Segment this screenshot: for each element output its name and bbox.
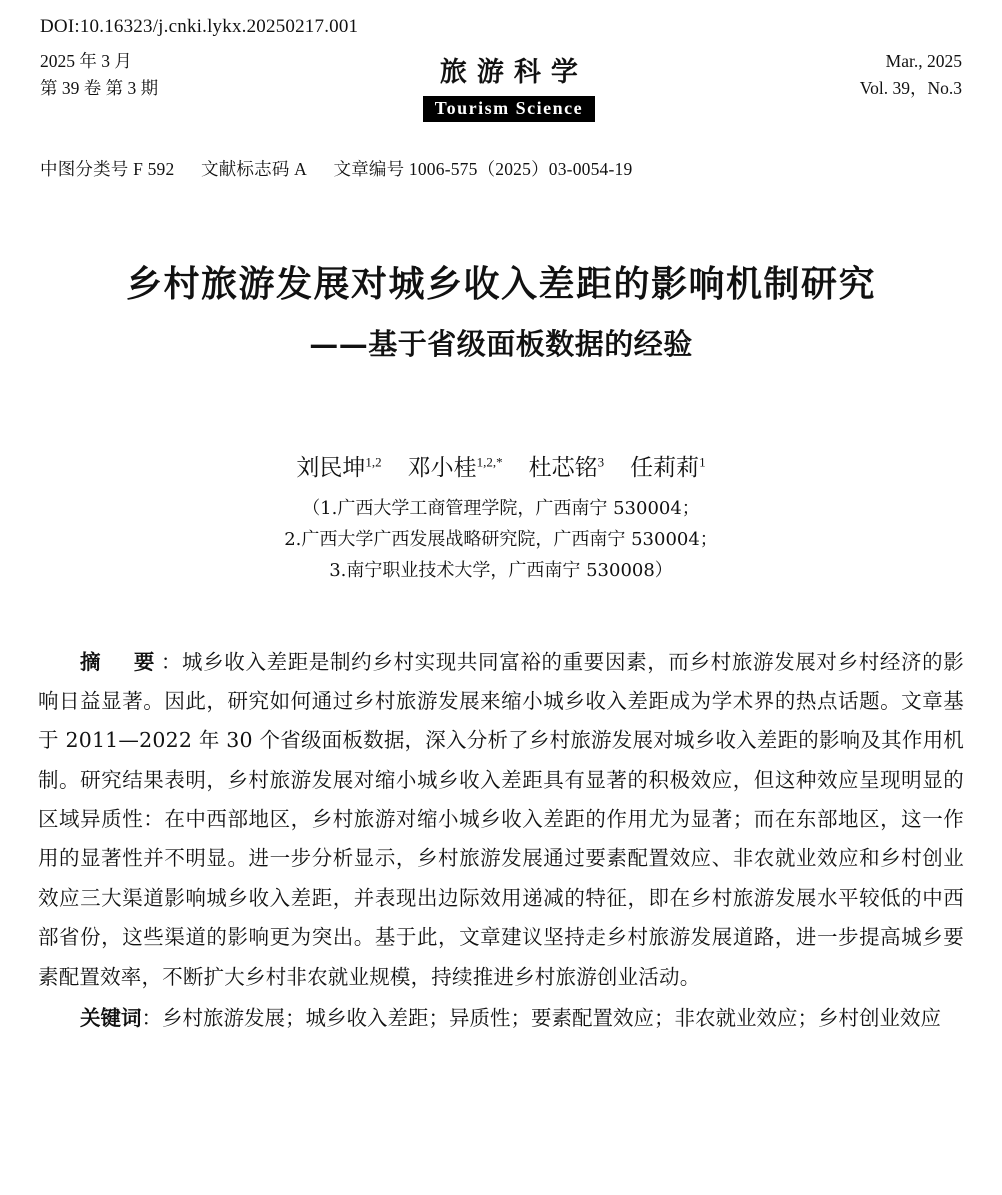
- affiliation-item: 2.广西大学广西发展战略研究院，广西南宁 530004；: [284, 528, 718, 550]
- doi-line: DOI:10.16323/j.cnki.lykx.20250217.001: [40, 16, 359, 37]
- author-affil-marker: 1: [699, 454, 706, 470]
- keywords-paragraph: [38, 999, 964, 1038]
- affiliation-item: 3.南宁职业技术大学，广西南宁 530008）: [329, 559, 673, 581]
- cn-class-number: 中图分类号 F 592: [40, 159, 175, 179]
- author-name: 邓小桂: [407, 454, 477, 481]
- author-affil-marker: 1,2,*: [476, 454, 503, 470]
- author-entry: [630, 455, 706, 481]
- author-entry: [296, 455, 381, 481]
- journal-title-cn: 旅游科学: [439, 57, 588, 88]
- issue-date-cn: 2025 年 3 月: [40, 51, 132, 71]
- page-subtitle: ——基于省级面板数据的经验: [309, 326, 693, 361]
- title-block: [38, 261, 964, 363]
- issue-date-en: Mar., 2025: [885, 51, 962, 71]
- keywords-colon: ：: [141, 1005, 162, 1030]
- classification-line: [38, 156, 964, 181]
- affiliation-list: [38, 494, 964, 587]
- abstract-label: 摘 要: [80, 649, 161, 674]
- author-affil-marker: 1,2: [365, 454, 382, 470]
- issue-date-en-block: [860, 48, 964, 102]
- abstract-paragraph: [38, 643, 964, 997]
- abstract-text: 城乡收入差距是制约乡村实现共同富裕的重要因素，而乡村旅游发展对乡村经济的影响日益显著。因此，研究如何通过乡村旅游发展来缩小城乡收入差距成为学术界的热点话题。文章基于 2011—2022 年 30 个省级面板数据，深入分析了乡村旅游发展对城乡收入差距的影响及其作用机制。研究结果表明，乡村旅游发展对缩小城乡收入差距具有显著的积极效应，但这种效应呈现明显的区域异质性：在中西部地区，乡村旅游对缩小城乡收入差距的作用尤为显著；而在东部地区，这一作用的显著性并不明显。进一步分析显示，乡村旅游发展通过要素配置效应、非农就业效应和乡村创业效应三大渠道影响城乡收入差距，并表现出边际效用递减的特征，即在乡村旅游发展水平较低的中西部省份，这些渠道的影响更为突出。基于此，文章建议坚持走乡村旅游发展道路，进一步提高城乡要素配置效率，不断扩大乡村非农就业规模，持续推进乡村旅游创业活动。: [38, 649, 964, 989]
- keywords-label: 关键词: [80, 1005, 142, 1030]
- issue-date-block: [38, 48, 158, 102]
- abstract-colon: ：: [160, 649, 182, 674]
- journal-masthead: [38, 48, 964, 122]
- keywords-text: 乡村旅游发展；城乡收入差距；异质性；要素配置效应；非农就业效应；乡村创业效应: [162, 1005, 941, 1030]
- author-list: [38, 449, 964, 482]
- affiliation-item: （1.广西大学工商管理学院，广西南宁 530004；: [302, 497, 700, 519]
- page-title: 乡村旅游发展对城乡收入差距的影响机制研究: [125, 263, 876, 305]
- author-affil-marker: 3: [597, 454, 605, 470]
- author-name: 任莉莉: [630, 454, 700, 481]
- article-number: 文章编号 1006-575（2025）03-0054-19: [333, 159, 633, 179]
- journal-title-block: [158, 50, 860, 122]
- document-code: 文献标志码 A: [201, 159, 307, 179]
- issue-volume-en: Vol. 39，No.3: [859, 78, 962, 99]
- author-entry: [529, 455, 605, 481]
- author-entry: [408, 455, 503, 481]
- issue-volume-cn: 第 39 卷 第 3 期: [40, 78, 159, 99]
- author-name: 刘民坤: [296, 454, 366, 481]
- journal-title-en: Tourism Science: [423, 96, 595, 122]
- author-name: 杜芯铭: [528, 454, 598, 481]
